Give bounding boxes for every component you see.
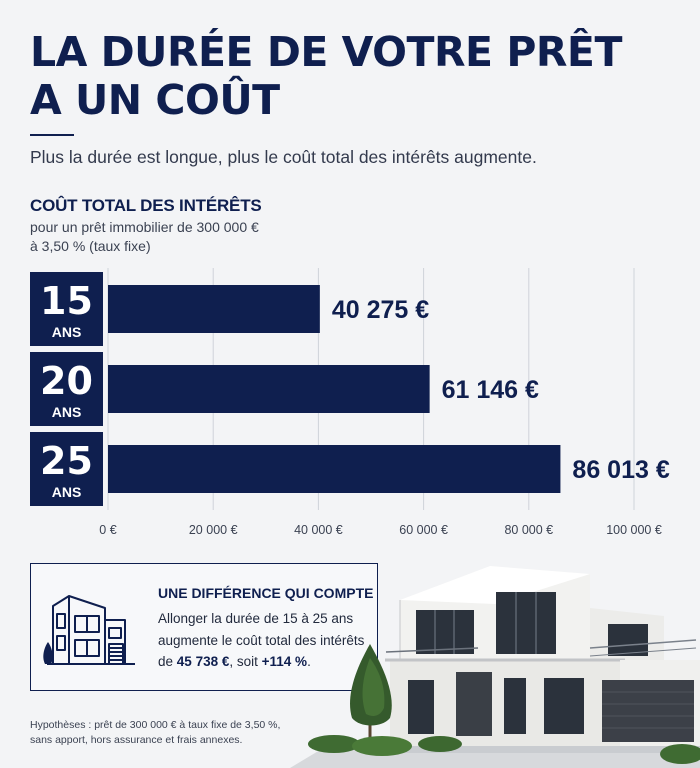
category-number: 25 — [40, 439, 93, 483]
callout-percent: +114 % — [261, 654, 308, 669]
callout-title: UNE DIFFÉRENCE QUI COMPTE — [158, 585, 374, 601]
x-tick-label: 60 000 € — [399, 523, 448, 537]
chart-title: COÛT TOTAL DES INTÉRÊTS — [30, 196, 262, 215]
building-icon — [39, 584, 139, 668]
bar-chart — [0, 260, 700, 545]
x-tick-label: 100 000 € — [606, 523, 662, 537]
category-number: 15 — [40, 279, 93, 323]
callout-amount: 45 738 € — [176, 654, 230, 669]
footnote-line-1: Hypothèses : prêt de 300 000 € à taux fixe de 3,50 %, — [30, 719, 281, 731]
callout-text-end: . — [307, 654, 311, 669]
page-title — [30, 28, 680, 124]
category-unit: ANS — [51, 484, 82, 500]
category-unit: ANS — [51, 404, 82, 420]
bar-value-label: 40 275 € — [331, 296, 430, 324]
callout-text-middle: , soit — [229, 654, 258, 669]
x-tick-label: 0 € — [99, 523, 117, 537]
bar-value-label: 61 146 € — [441, 376, 539, 404]
footnote-line-2: sans apport, hors assurance et frais annexes. — [30, 734, 243, 746]
title-divider — [30, 134, 74, 136]
bar-value-label: 86 013 € — [572, 456, 670, 484]
footnote — [30, 718, 280, 748]
x-tick-label: 20 000 € — [188, 523, 238, 537]
category-number: 20 — [40, 359, 93, 403]
bar — [108, 285, 320, 333]
page-subtitle: Plus la durée est longue, plus le coût total des intérêts augmente. — [30, 147, 537, 167]
bar — [108, 365, 430, 413]
x-tick-label: 40 000 € — [294, 523, 343, 537]
category-unit: ANS — [51, 324, 82, 340]
chart-subtitle-line-1: pour un prêt immobilier de 300 000 € — [30, 219, 259, 235]
chart-subtitle-line-2: à 3,50 % (taux fixe) — [30, 238, 151, 254]
house-illustration — [290, 548, 700, 768]
x-tick-label: 80 000 € — [504, 523, 554, 537]
title-line-1: LA DURÉE DE VOTRE PRÊT — [30, 28, 622, 76]
chart-heading — [30, 196, 262, 256]
bar — [108, 445, 560, 493]
chart-subtitle — [30, 218, 262, 256]
callout-text-start: Allonger la durée de 15 à 25 ans augmente le coût total des intérêts de — [158, 611, 365, 669]
title-line-2: A UN COÛT — [30, 76, 280, 124]
